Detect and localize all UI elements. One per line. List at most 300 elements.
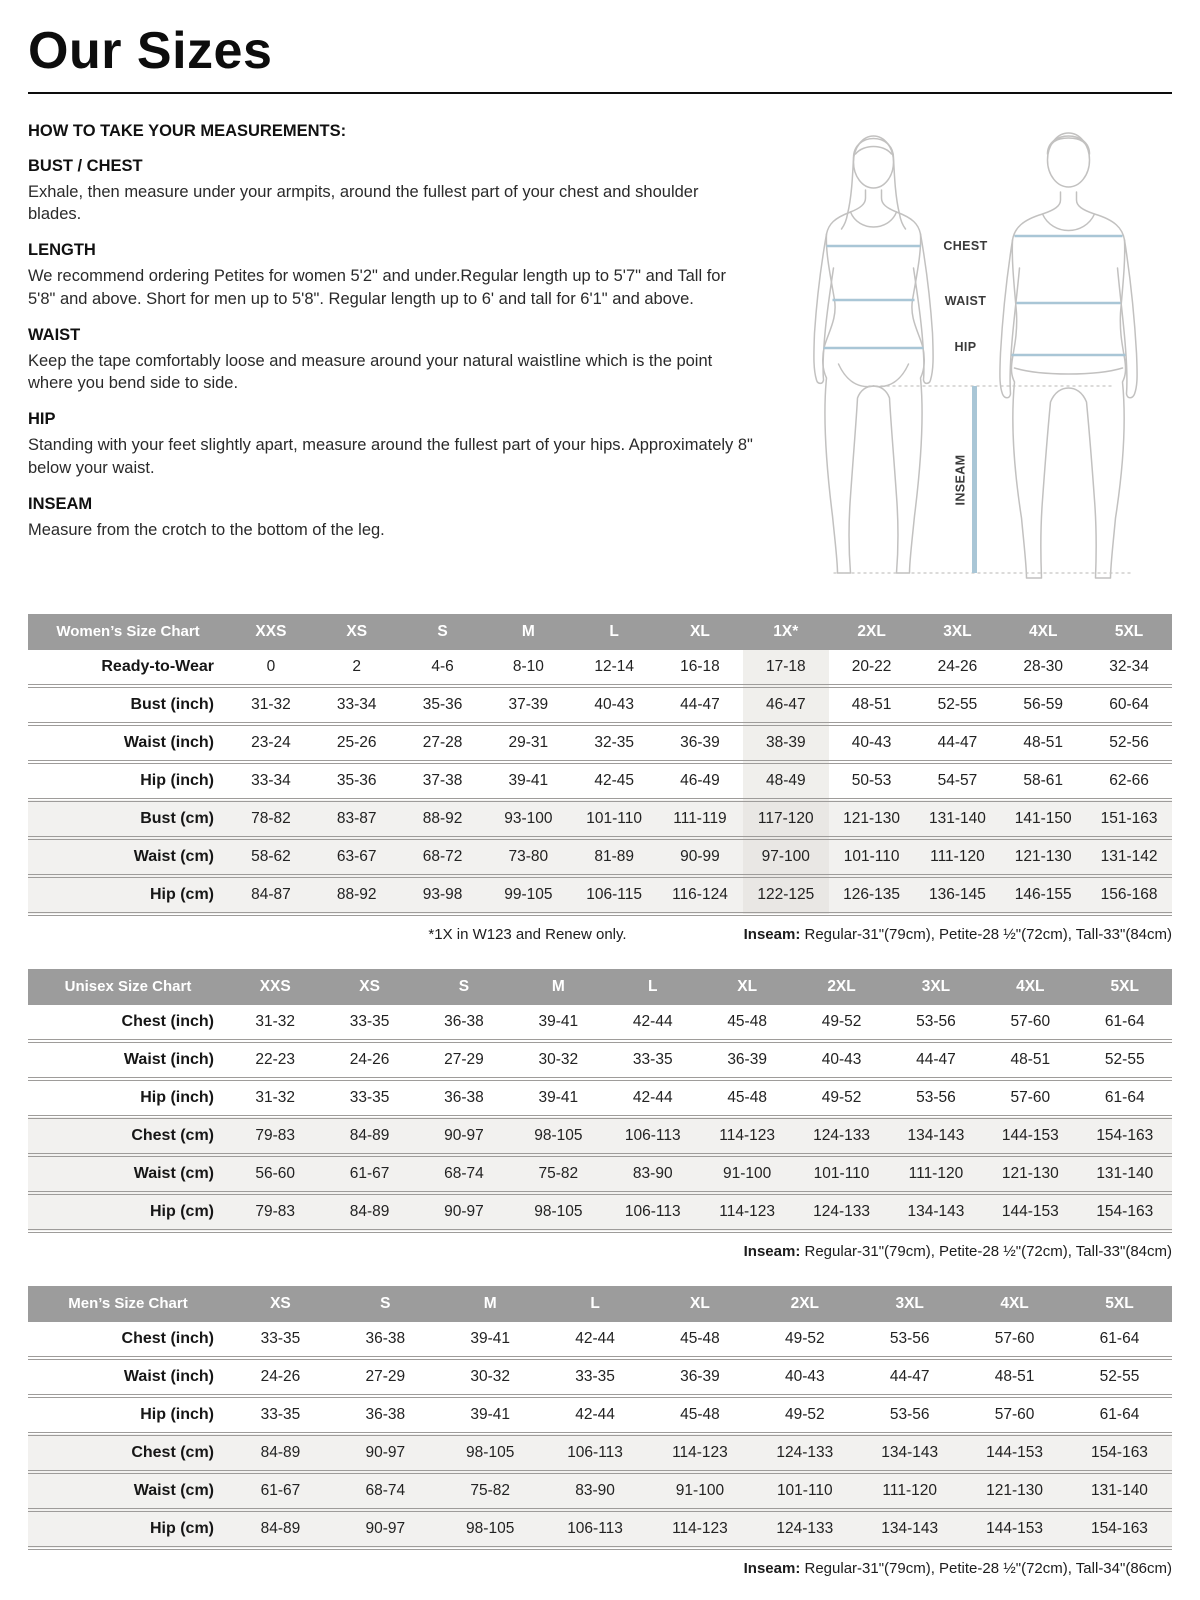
size-cell: 27-29 bbox=[333, 1358, 438, 1396]
size-cell: 52-56 bbox=[1086, 724, 1172, 762]
size-column-header: L bbox=[571, 614, 657, 650]
size-cell: 37-38 bbox=[400, 762, 486, 800]
size-cell: 106-113 bbox=[606, 1117, 700, 1155]
size-cell: 154-163 bbox=[1078, 1117, 1172, 1155]
size-cell: 131-142 bbox=[1086, 838, 1172, 876]
size-cell: 124-133 bbox=[794, 1193, 888, 1231]
size-cell: 2 bbox=[352, 657, 362, 675]
size-cell: 44-47 bbox=[915, 724, 1001, 762]
size-cell: 61-67 bbox=[228, 1472, 333, 1510]
size-column-header: XXS bbox=[228, 614, 314, 650]
womens-table-footnotes bbox=[28, 926, 1172, 943]
section-title: LENGTH bbox=[28, 241, 96, 260]
size-cell: 48-49 bbox=[743, 762, 829, 800]
size-table-row bbox=[28, 686, 1172, 724]
size-cell: 27-29 bbox=[417, 1041, 511, 1079]
size-column-header: S bbox=[417, 969, 511, 1005]
size-cell: 49-52 bbox=[794, 1079, 888, 1117]
size-cell: 121-130 bbox=[829, 800, 915, 838]
size-cell: 42-44 bbox=[632, 1012, 673, 1030]
row-label: Ready-to-Wear bbox=[101, 657, 214, 675]
size-column-header: 1X* bbox=[743, 614, 829, 650]
size-cell: 121-130 bbox=[983, 1155, 1077, 1193]
size-column-header: 3XL bbox=[857, 1286, 962, 1322]
size-cell: 68-72 bbox=[400, 838, 486, 876]
size-cell: 38-39 bbox=[743, 724, 829, 762]
size-cell: 23-24 bbox=[228, 724, 314, 762]
size-cell: 33-34 bbox=[314, 686, 400, 724]
size-cell: 134-143 bbox=[857, 1434, 962, 1472]
size-cell: 154-163 bbox=[1067, 1510, 1172, 1548]
size-cell: 154-163 bbox=[1067, 1434, 1172, 1472]
size-cell: 37-39 bbox=[485, 686, 571, 724]
size-cell: 84-89 bbox=[322, 1117, 416, 1155]
size-cell: 57-60 bbox=[962, 1396, 1067, 1434]
size-cell: 36-39 bbox=[648, 1358, 753, 1396]
size-cell: 106-115 bbox=[571, 876, 657, 914]
page-title: Our Sizes bbox=[28, 22, 273, 80]
size-cell: 99-105 bbox=[485, 876, 571, 914]
size-cell: 106-113 bbox=[606, 1193, 700, 1231]
section-title: INSEAM bbox=[28, 494, 93, 513]
size-column-header: 4XL bbox=[983, 969, 1077, 1005]
womens-size-table-host bbox=[28, 614, 1172, 916]
size-cell: 36-38 bbox=[444, 1012, 484, 1030]
size-cell: 101-110 bbox=[829, 838, 915, 876]
size-table-row bbox=[28, 1193, 1172, 1231]
size-cell: 57-60 bbox=[1010, 1012, 1051, 1030]
table-title: Women’s Size Chart bbox=[28, 614, 228, 650]
size-cell: 27-28 bbox=[400, 724, 486, 762]
size-cell: 146-155 bbox=[1000, 876, 1086, 914]
size-cell: 45-48 bbox=[700, 1079, 794, 1117]
size-table-row bbox=[28, 1434, 1172, 1472]
instruction-section-hip bbox=[28, 410, 753, 480]
size-cell: 156-168 bbox=[1086, 876, 1172, 914]
size-cell: 126-135 bbox=[829, 876, 915, 914]
size-cell: 46-47 bbox=[743, 686, 829, 724]
size-cell: 154-163 bbox=[1078, 1193, 1172, 1231]
size-cell: 101-110 bbox=[752, 1472, 857, 1510]
inseam-label: INSEAM bbox=[953, 454, 968, 506]
size-cell: 124-133 bbox=[752, 1510, 857, 1548]
size-cell: 45-48 bbox=[680, 1329, 720, 1347]
table-title: Unisex Size Chart bbox=[28, 969, 228, 1005]
size-column-header: XL bbox=[700, 969, 794, 1005]
row-label: Waist (inch) bbox=[28, 1041, 228, 1079]
size-cell: 39-41 bbox=[438, 1396, 543, 1434]
size-cell: 53-56 bbox=[857, 1396, 962, 1434]
size-cell: 114-123 bbox=[700, 1117, 794, 1155]
size-cell: 17-18 bbox=[743, 650, 829, 686]
size-cell: 42-45 bbox=[571, 762, 657, 800]
size-cell: 68-74 bbox=[333, 1472, 438, 1510]
size-table-women bbox=[28, 614, 1172, 916]
size-cell: 90-97 bbox=[333, 1434, 438, 1472]
size-cell: 121-130 bbox=[1000, 838, 1086, 876]
size-cell: 58-62 bbox=[228, 838, 314, 876]
instruction-section-length bbox=[28, 241, 753, 311]
size-cell: 45-48 bbox=[727, 1012, 767, 1030]
size-cell: 36-38 bbox=[333, 1396, 438, 1434]
size-cell: 36-39 bbox=[700, 1041, 794, 1079]
size-cell: 28-30 bbox=[1023, 657, 1064, 675]
size-column-header: 4XL bbox=[962, 1286, 1067, 1322]
female-figure-outline bbox=[814, 136, 933, 573]
size-cell: 90-99 bbox=[657, 838, 743, 876]
row-label: Hip (inch) bbox=[28, 1079, 228, 1117]
size-cell: 121-130 bbox=[962, 1472, 1067, 1510]
measurement-instructions bbox=[28, 118, 753, 588]
size-cell: 93-100 bbox=[485, 800, 571, 838]
size-cell: 83-90 bbox=[606, 1155, 700, 1193]
size-cell: 61-64 bbox=[1099, 1329, 1140, 1347]
section-title: HIP bbox=[28, 410, 56, 429]
size-cell: 36-39 bbox=[657, 724, 743, 762]
size-cell: 61-64 bbox=[1078, 1079, 1172, 1117]
size-table-row bbox=[28, 1005, 1172, 1041]
section-body: We recommend ordering Petites for women 5'2" and under.Regular length up to 5'7" and Tall for 5'8" and above. Short for men up to 5'8". Regular length up to 6' and tall for 6'1" and above. bbox=[28, 267, 726, 308]
row-label: Hip (cm) bbox=[28, 1193, 228, 1231]
size-cell: 81-89 bbox=[571, 838, 657, 876]
size-cell: 79-83 bbox=[228, 1117, 322, 1155]
size-table-row bbox=[28, 1472, 1172, 1510]
size-column-header: 2XL bbox=[829, 614, 915, 650]
size-column-header: XS bbox=[228, 1286, 333, 1322]
size-column-header: XXS bbox=[228, 969, 322, 1005]
section-body: Exhale, then measure under your armpits, around the fullest part of your chest and shoulder blades. bbox=[28, 182, 699, 224]
inseam-footnote bbox=[744, 926, 1172, 943]
size-cell: 117-120 bbox=[743, 800, 829, 838]
header-row bbox=[28, 614, 1172, 650]
size-column-header: 2XL bbox=[794, 969, 888, 1005]
size-table-row bbox=[28, 876, 1172, 914]
size-table-row bbox=[28, 762, 1172, 800]
row-label: Hip (cm) bbox=[28, 876, 228, 914]
size-column-header: M bbox=[511, 969, 605, 1005]
size-cell: 33-35 bbox=[543, 1358, 648, 1396]
womens-size-chart bbox=[28, 614, 1172, 943]
size-column-header: L bbox=[543, 1286, 648, 1322]
size-cell: 53-56 bbox=[889, 1329, 930, 1347]
size-column-header: XS bbox=[322, 969, 416, 1005]
size-column-header: 5XL bbox=[1078, 969, 1172, 1005]
size-cell: 62-66 bbox=[1086, 762, 1172, 800]
size-column-header: S bbox=[400, 614, 486, 650]
size-cell: 54-57 bbox=[915, 762, 1001, 800]
size-cell: 114-123 bbox=[648, 1434, 753, 1472]
size-cell: 131-140 bbox=[915, 800, 1001, 838]
instructions-heading: HOW TO TAKE YOUR MEASUREMENTS: bbox=[28, 121, 347, 140]
size-column-header: 4XL bbox=[1000, 614, 1086, 650]
size-table-row bbox=[28, 1322, 1172, 1358]
row-label: Hip (cm) bbox=[28, 1510, 228, 1548]
instruction-section-inseam bbox=[28, 495, 753, 542]
size-cell: 90-97 bbox=[333, 1510, 438, 1548]
size-cell: 32-34 bbox=[1109, 657, 1149, 675]
size-cell: 42-44 bbox=[575, 1329, 615, 1347]
size-cell: 98-105 bbox=[511, 1193, 605, 1231]
size-cell: 53-56 bbox=[916, 1012, 956, 1030]
size-table-row bbox=[28, 724, 1172, 762]
size-table-row bbox=[28, 838, 1172, 876]
instruction-section-bust-chest bbox=[28, 157, 753, 227]
size-cell: 49-52 bbox=[752, 1396, 857, 1434]
unisex-table-footnotes bbox=[28, 1243, 1172, 1260]
size-cell: 60-64 bbox=[1086, 686, 1172, 724]
size-cell: 57-60 bbox=[994, 1329, 1035, 1347]
title-divider bbox=[28, 92, 1172, 94]
size-cell: 98-105 bbox=[438, 1510, 543, 1548]
size-cell: 97-100 bbox=[743, 838, 829, 876]
size-column-header: L bbox=[606, 969, 700, 1005]
size-cell: 111-120 bbox=[857, 1472, 962, 1510]
size-cell: 24-26 bbox=[937, 657, 978, 675]
mens-size-chart bbox=[28, 1286, 1172, 1577]
size-cell: 75-82 bbox=[511, 1155, 605, 1193]
row-label: Waist (cm) bbox=[28, 1155, 228, 1193]
size-cell: 141-150 bbox=[1000, 800, 1086, 838]
size-cell: 124-133 bbox=[752, 1434, 857, 1472]
size-cell: 39-41 bbox=[485, 762, 571, 800]
size-cell: 90-97 bbox=[417, 1117, 511, 1155]
row-label: Chest (inch) bbox=[121, 1329, 214, 1347]
size-cell: 20-22 bbox=[851, 657, 892, 675]
size-column-header: 5XL bbox=[1067, 1286, 1172, 1322]
size-cell: 98-105 bbox=[438, 1434, 543, 1472]
size-cell: 31-32 bbox=[255, 1012, 296, 1030]
size-cell: 84-89 bbox=[322, 1193, 416, 1231]
size-cell: 49-52 bbox=[821, 1012, 862, 1030]
size-table-unisex bbox=[28, 969, 1172, 1233]
inseam-footnote-label: Inseam: bbox=[743, 1559, 801, 1577]
size-cell: 78-82 bbox=[228, 800, 314, 838]
row-label: Bust (cm) bbox=[28, 800, 228, 838]
chest-label: CHEST bbox=[943, 238, 988, 253]
inseam-footnote-text: Regular-31"(79cm), Petite-28 ½"(72cm), Tall-33"(84cm) bbox=[800, 925, 1172, 943]
size-cell: 136-145 bbox=[915, 876, 1001, 914]
inseam-footnote-text: Regular-31"(79cm), Petite-28 ½"(72cm), Tall-33"(84cm) bbox=[800, 1242, 1172, 1260]
size-cell: 40-43 bbox=[829, 724, 915, 762]
size-cell: 48-51 bbox=[983, 1041, 1077, 1079]
size-cell: 93-98 bbox=[400, 876, 486, 914]
size-cell: 49-52 bbox=[784, 1329, 825, 1347]
figure-diagram-svg bbox=[771, 118, 1166, 588]
size-cell: 111-120 bbox=[889, 1155, 983, 1193]
size-cell: 111-120 bbox=[915, 838, 1001, 876]
size-column-header: 2XL bbox=[752, 1286, 857, 1322]
size-cell: 83-90 bbox=[543, 1472, 648, 1510]
inseam-footnote-label: Inseam: bbox=[743, 925, 801, 943]
size-column-header: XS bbox=[314, 614, 400, 650]
unisex-size-chart bbox=[28, 969, 1172, 1260]
size-cell: 0 bbox=[266, 657, 276, 675]
size-table-row bbox=[28, 1358, 1172, 1396]
row-label: Waist (inch) bbox=[28, 1358, 228, 1396]
size-cell: 52-55 bbox=[915, 686, 1001, 724]
row-label: Waist (cm) bbox=[28, 838, 228, 876]
size-cell: 36-38 bbox=[365, 1329, 406, 1347]
size-cell: 39-41 bbox=[538, 1012, 579, 1030]
size-cell: 48-51 bbox=[962, 1358, 1067, 1396]
size-cell: 12-14 bbox=[594, 657, 634, 675]
section-body: Standing with your feet slightly apart, measure around the fullest part of your hips. Approximately 8" below your waist. bbox=[28, 436, 753, 477]
size-column-header: XL bbox=[648, 1286, 753, 1322]
size-cell: 151-163 bbox=[1086, 800, 1172, 838]
size-cell: 68-74 bbox=[417, 1155, 511, 1193]
section-title: BUST / CHEST bbox=[28, 156, 143, 175]
size-cell: 101-110 bbox=[571, 800, 657, 838]
size-cell: 83-87 bbox=[314, 800, 400, 838]
size-cell: 32-35 bbox=[571, 724, 657, 762]
footnote-1x: *1X in W123 and Renew only. bbox=[428, 925, 627, 943]
size-cell: 31-32 bbox=[228, 1079, 322, 1117]
size-cell: 114-123 bbox=[700, 1193, 794, 1231]
row-label: Hip (inch) bbox=[28, 1396, 228, 1434]
size-cell: 45-48 bbox=[648, 1396, 753, 1434]
row-label: Chest (cm) bbox=[28, 1117, 228, 1155]
size-column-header: 3XL bbox=[915, 614, 1001, 650]
header-row bbox=[28, 969, 1172, 1005]
size-cell: 131-140 bbox=[1078, 1155, 1172, 1193]
size-cell: 106-113 bbox=[543, 1434, 648, 1472]
table-title: Men’s Size Chart bbox=[28, 1286, 228, 1322]
size-cell: 48-51 bbox=[1000, 724, 1086, 762]
size-cell: 52-55 bbox=[1067, 1358, 1172, 1396]
size-cell: 40-43 bbox=[794, 1041, 888, 1079]
size-cell: 144-153 bbox=[983, 1117, 1077, 1155]
size-cell: 22-23 bbox=[228, 1041, 322, 1079]
size-cell: 91-100 bbox=[648, 1472, 753, 1510]
size-cell: 44-47 bbox=[857, 1358, 962, 1396]
size-cell: 42-44 bbox=[606, 1079, 700, 1117]
size-cell: 98-105 bbox=[511, 1117, 605, 1155]
size-cell: 61-67 bbox=[322, 1155, 416, 1193]
section-title: WAIST bbox=[28, 325, 81, 344]
size-cell: 29-31 bbox=[485, 724, 571, 762]
size-cell: 75-82 bbox=[438, 1472, 543, 1510]
size-cell: 122-125 bbox=[743, 876, 829, 914]
size-table-row bbox=[28, 1510, 1172, 1548]
inseam-footnote bbox=[744, 1243, 1172, 1260]
size-cell: 40-43 bbox=[752, 1358, 857, 1396]
size-cell: 101-110 bbox=[794, 1155, 888, 1193]
size-cell: 56-60 bbox=[228, 1155, 322, 1193]
size-cell: 88-92 bbox=[314, 876, 400, 914]
size-table-men bbox=[28, 1286, 1172, 1550]
measurement-lines bbox=[824, 236, 1126, 573]
size-cell: 35-36 bbox=[314, 762, 400, 800]
size-cell: 44-47 bbox=[889, 1041, 983, 1079]
size-cell: 57-60 bbox=[983, 1079, 1077, 1117]
size-cell: 39-41 bbox=[470, 1329, 511, 1347]
size-table-row bbox=[28, 1396, 1172, 1434]
size-cell: 61-64 bbox=[1104, 1012, 1145, 1030]
size-cell: 4-6 bbox=[431, 657, 454, 675]
mens-size-table-host bbox=[28, 1286, 1172, 1550]
header-row bbox=[28, 1286, 1172, 1322]
size-cell: 134-143 bbox=[857, 1510, 962, 1548]
size-cell: 116-124 bbox=[657, 876, 743, 914]
size-table-row bbox=[28, 1041, 1172, 1079]
inseam-footnote-text: Regular-31"(79cm), Petite-28 ½"(72cm), Tall-34"(86cm) bbox=[800, 1559, 1172, 1577]
size-cell: 84-89 bbox=[228, 1510, 333, 1548]
unisex-size-table-host bbox=[28, 969, 1172, 1233]
size-cell: 33-35 bbox=[260, 1329, 301, 1347]
body-measurement-diagram bbox=[771, 118, 1166, 588]
instruction-section-waist bbox=[28, 326, 753, 396]
size-table-row bbox=[28, 1117, 1172, 1155]
section-body: Keep the tape comfortably loose and measure around your natural waistline which is the point where you bend side to side. bbox=[28, 351, 713, 393]
row-label: Hip (inch) bbox=[28, 762, 228, 800]
measurement-guide bbox=[28, 118, 1172, 588]
size-cell: 124-133 bbox=[794, 1117, 888, 1155]
size-column-header: M bbox=[438, 1286, 543, 1322]
size-cell: 106-113 bbox=[543, 1510, 648, 1548]
size-cell: 42-44 bbox=[543, 1396, 648, 1434]
size-cell: 8-10 bbox=[512, 657, 544, 675]
size-cell: 56-59 bbox=[1000, 686, 1086, 724]
size-cell: 63-67 bbox=[314, 838, 400, 876]
size-column-header: S bbox=[333, 1286, 438, 1322]
row-label: Bust (inch) bbox=[28, 686, 228, 724]
size-cell: 144-153 bbox=[962, 1510, 1067, 1548]
row-label: Waist (inch) bbox=[28, 724, 228, 762]
size-cell: 134-143 bbox=[889, 1193, 983, 1231]
hip-label: HIP bbox=[954, 339, 977, 354]
inseam-footnote bbox=[744, 1560, 1172, 1577]
size-cell: 79-83 bbox=[228, 1193, 322, 1231]
size-cell: 114-123 bbox=[648, 1510, 753, 1548]
size-cell: 88-92 bbox=[400, 800, 486, 838]
size-cell: 39-41 bbox=[511, 1079, 605, 1117]
size-cell: 84-89 bbox=[228, 1434, 333, 1472]
section-body: Measure from the crotch to the bottom of the leg. bbox=[28, 520, 385, 539]
inseam-footnote-label: Inseam: bbox=[743, 1242, 801, 1260]
size-cell: 52-55 bbox=[1078, 1041, 1172, 1079]
size-cell: 33-34 bbox=[228, 762, 314, 800]
size-cell: 73-80 bbox=[485, 838, 571, 876]
size-cell: 48-51 bbox=[829, 686, 915, 724]
size-cell: 35-36 bbox=[400, 686, 486, 724]
size-cell: 91-100 bbox=[700, 1155, 794, 1193]
size-table-row bbox=[28, 1079, 1172, 1117]
size-cell: 61-64 bbox=[1067, 1396, 1172, 1434]
waist-label: WAIST bbox=[944, 293, 987, 308]
row-label: Chest (inch) bbox=[121, 1012, 214, 1030]
size-cell: 134-143 bbox=[889, 1117, 983, 1155]
size-cell: 33-35 bbox=[606, 1041, 700, 1079]
size-cell: 31-32 bbox=[228, 686, 314, 724]
size-cell: 144-153 bbox=[962, 1434, 1067, 1472]
size-cell: 111-119 bbox=[657, 800, 743, 838]
size-column-header: XL bbox=[657, 614, 743, 650]
size-cell: 36-38 bbox=[417, 1079, 511, 1117]
mens-table-footnotes bbox=[28, 1560, 1172, 1577]
size-cell: 46-49 bbox=[657, 762, 743, 800]
size-table-row bbox=[28, 800, 1172, 838]
size-cell: 131-140 bbox=[1067, 1472, 1172, 1510]
size-cell: 30-32 bbox=[511, 1041, 605, 1079]
size-cell: 144-153 bbox=[983, 1193, 1077, 1231]
size-column-header: 5XL bbox=[1086, 614, 1172, 650]
size-cell: 16-18 bbox=[680, 657, 720, 675]
size-cell: 84-87 bbox=[228, 876, 314, 914]
size-cell: 44-47 bbox=[657, 686, 743, 724]
size-cell: 33-35 bbox=[322, 1079, 416, 1117]
size-cell: 50-53 bbox=[829, 762, 915, 800]
row-label: Chest (cm) bbox=[28, 1434, 228, 1472]
